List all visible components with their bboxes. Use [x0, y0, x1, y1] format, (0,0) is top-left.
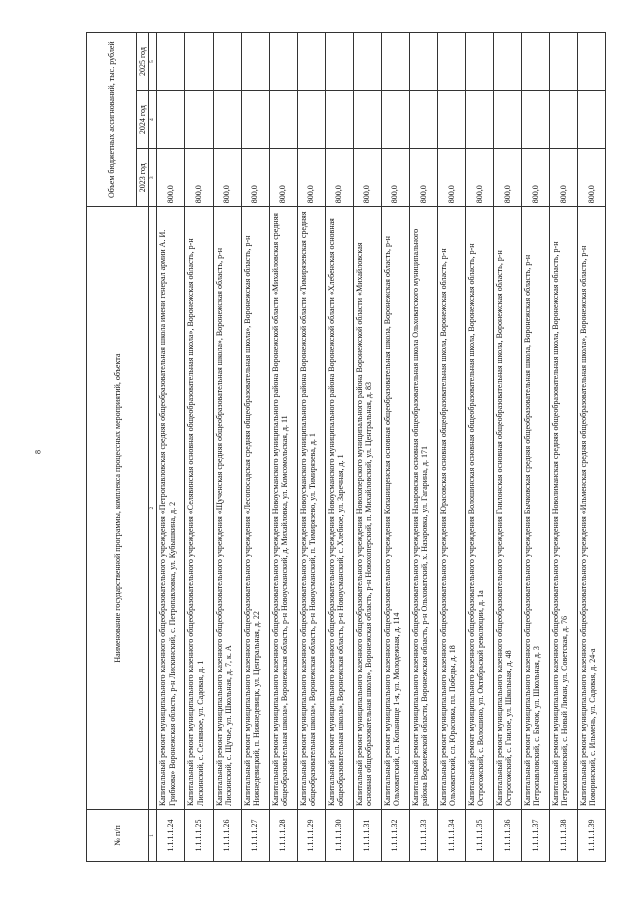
- header-year-2025: 2025 год: [137, 33, 149, 91]
- row-object-name: Капитальный ремонт муниципального казенного общеобразовательного учреждения «Лесопосадская средняя общеобразовательная школа», Воронежская область, р-н Нижнедевицкий, п. Нижнедевицк, ул. Центральная, д. 22: [241, 207, 269, 810]
- row-value-2024: [353, 91, 381, 149]
- table-row: [241, 33, 269, 862]
- col-index: 1: [149, 809, 157, 861]
- row-object-name: Капитальный ремонт муниципального казенного общеобразовательного учреждения Бычковская средняя общеобразовательная школа, Воронежская область, р-н Петропавловский, с. Бычок, ул. Школьная, д. 3: [521, 207, 549, 810]
- rotated-table-wrapper: [86, 32, 606, 862]
- header-number: № п/п: [87, 809, 149, 861]
- row-object-name: Капитальный ремонт муниципального казенного общеобразовательного учреждения «Петропавловская средняя общеобразовательная школа имени генерал армии А. И. Грибкова» Воронежская область, р-н Лискинский, с. Петропавловка, ул. Кубышкина, д. 2: [157, 207, 185, 810]
- row-value-2025: [157, 33, 185, 91]
- row-value-2023: 800,0: [157, 149, 185, 207]
- row-object-name: Капитальный ремонт муниципального казенного общеобразовательного учреждения Новолиманская средняя общеобразовательная школа, Воронежская область, р-н Петропавловский, с. Новый Лиман, ул. Советская, д. 76: [549, 207, 577, 810]
- row-number: 1.1.1.1.32: [381, 809, 409, 861]
- row-value-2024: [465, 91, 493, 149]
- row-value-2023: 800,0: [409, 149, 437, 207]
- row-number: 1.1.1.1.26: [213, 809, 241, 861]
- row-object-name: Капитальный ремонт муниципального казенного общеобразовательного учреждения Гнилонская основная общеобразовательная школа, Воронежская область, р-н Острогожский, с. Гнилое, ул. Школьная, д. 48: [493, 207, 521, 810]
- row-object-name: Капитальный ремонт муниципального казенного общеобразовательного учреждения Копанищенская основная общеобразовательная школа, Воронежская область, р-н Ольховатский, сл. Копанище 1-я, ул. Молодежная, д. 114: [381, 207, 409, 810]
- table-row: [409, 33, 437, 862]
- row-value-2023: 800,0: [577, 149, 605, 207]
- row-object-name: Капитальный ремонт муниципального казенного общеобразовательного учреждения Новоусманского муниципального района Воронежской области «Михайловская средняя общеобразовательная школа», Воронежская область, р-н Новоусманский, д. Михайловка, ул. Комсомольская, д. 11: [269, 207, 297, 810]
- row-value-2025: [213, 33, 241, 91]
- row-number: 1.1.1.1.28: [269, 809, 297, 861]
- row-number: 1.1.1.1.35: [465, 809, 493, 861]
- row-value-2023: 800,0: [437, 149, 465, 207]
- row-value-2023: 800,0: [381, 149, 409, 207]
- row-value-2025: [465, 33, 493, 91]
- table-row: [577, 33, 605, 862]
- col-index: 4: [149, 91, 157, 149]
- row-object-name: Капитальный ремонт муниципального казенного общеобразовательного учреждения Новоусманского муниципального района Воронежской области «Тимирязевская средняя общеобразовательная школа», Воронежская область, р-н Новоусманский, п. Тимирязево, ул. Тимирязева, д. 1: [297, 207, 325, 810]
- row-value-2024: [493, 91, 521, 149]
- table-body: [157, 33, 606, 862]
- row-value-2024: [157, 91, 185, 149]
- col-index: 2: [149, 207, 157, 810]
- row-value-2023: 800,0: [241, 149, 269, 207]
- row-value-2023: 800,0: [465, 149, 493, 207]
- row-value-2024: [213, 91, 241, 149]
- row-number: 1.1.1.1.30: [325, 809, 353, 861]
- row-object-name: Капитальный ремонт муниципального казенного общеобразовательного учреждения «Селявинская основная общеобразовательная школа», Воронежская область, р-н Лискинский, с. Селявное, ул. Садовая, д. 1: [185, 207, 213, 810]
- budget-table: [86, 32, 606, 862]
- table-row: [213, 33, 241, 862]
- header-year-2023: 2023 год: [137, 149, 149, 207]
- row-value-2025: [577, 33, 605, 91]
- row-object-name: Капитальный ремонт муниципального казенного общеобразовательного учреждения «Ильменская средняя общеобразовательная школа», Воронежская область, р-н Поворинский, с. Ильмень, ул. Садовая, д. 24-а: [577, 207, 605, 810]
- row-value-2025: [549, 33, 577, 91]
- row-number: 1.1.1.1.36: [493, 809, 521, 861]
- table-row: [493, 33, 521, 862]
- row-number: 1.1.1.1.25: [185, 809, 213, 861]
- row-object-name: Капитальный ремонт муниципального казенного общеобразовательного учреждения Юрасовская основная общеобразовательная школа, Воронежская область, р-н Ольховатский, сл. Юрасовка, пл. Победы, д. 18: [437, 207, 465, 810]
- col-index: 5: [149, 33, 157, 91]
- row-value-2025: [381, 33, 409, 91]
- row-value-2023: 800,0: [493, 149, 521, 207]
- row-value-2023: 800,0: [521, 149, 549, 207]
- row-value-2024: [185, 91, 213, 149]
- row-object-name: Капитальный ремонт муниципального казенного общеобразовательного учреждения Назаровская основная общеобразовательная школа Ольховатского муниципального района Воронежской области, Воронежская область, р-н Ольховатский, х. Назаровка, ул. Гагарина, д. 171: [409, 207, 437, 810]
- row-value-2024: [437, 91, 465, 149]
- row-value-2025: [521, 33, 549, 91]
- row-object-name: Капитальный ремонт муниципального казенного общеобразовательного учреждения «Щученская средняя общеобразовательная школа», Воронежская область, р-н Лискинский, с. Щучье, ул. Школьная, д. 7, к. А: [213, 207, 241, 810]
- row-value-2024: [325, 91, 353, 149]
- row-value-2025: [185, 33, 213, 91]
- row-value-2025: [409, 33, 437, 91]
- row-value-2023: 800,0: [297, 149, 325, 207]
- row-value-2025: [241, 33, 269, 91]
- row-value-2024: [549, 91, 577, 149]
- row-value-2024: [241, 91, 269, 149]
- row-value-2024: [521, 91, 549, 149]
- row-value-2024: [577, 91, 605, 149]
- row-value-2025: [437, 33, 465, 91]
- row-number: 1.1.1.1.38: [549, 809, 577, 861]
- table-row: [521, 33, 549, 862]
- row-value-2025: [493, 33, 521, 91]
- row-value-2025: [297, 33, 325, 91]
- row-number: 1.1.1.1.29: [297, 809, 325, 861]
- page-number: 8: [33, 450, 43, 454]
- row-value-2024: [297, 91, 325, 149]
- table-row: [297, 33, 325, 862]
- row-value-2023: 800,0: [185, 149, 213, 207]
- row-object-name: Капитальный ремонт муниципального казенного общеобразовательного учреждения Новоусманского муниципального района Воронежской области «Хлебенская основная общеобразовательная школа», Воронежская область, р-н Новоусманский, с. Хлебное, ул. Заречная, д. 1: [325, 207, 353, 810]
- row-value-2023: 800,0: [549, 149, 577, 207]
- table-row: [549, 33, 577, 862]
- table-row: [353, 33, 381, 862]
- row-number: 1.1.1.1.39: [577, 809, 605, 861]
- row-object-name: Капитальный ремонт муниципального казенного общеобразовательного учреждения Волошинская основная общеобразовательная школа, Воронежская область, р-н Острогожский, с. Волошино, ул. Октябрьской революции, д. 1а: [465, 207, 493, 810]
- row-number: 1.1.1.1.31: [353, 809, 381, 861]
- row-number: 1.1.1.1.37: [521, 809, 549, 861]
- table-row: [185, 33, 213, 862]
- row-number: 1.1.1.1.33: [409, 809, 437, 861]
- table-row: [465, 33, 493, 862]
- row-value-2023: 800,0: [353, 149, 381, 207]
- row-value-2023: 800,0: [325, 149, 353, 207]
- row-value-2024: [381, 91, 409, 149]
- header-year-2024: 2024 год: [137, 91, 149, 149]
- row-value-2023: 800,0: [269, 149, 297, 207]
- row-object-name: Капитальный ремонт муниципального казенного общеобразовательного учреждения Новохоперского муниципального района Воронежской области «Михайловская основная общеобразовательная школа», Воронежская область, р-н Новохоперский, п. Михайловский, ул. Центральная, д. 83: [353, 207, 381, 810]
- table-row: [157, 33, 185, 862]
- row-number: 1.1.1.1.24: [157, 809, 185, 861]
- col-index: 3: [149, 149, 157, 207]
- row-value-2025: [325, 33, 353, 91]
- table-row: [269, 33, 297, 862]
- header-name: Наименование государственной программы, комплекса процессных мероприятий, объекта: [87, 207, 149, 810]
- table-row: [381, 33, 409, 862]
- row-value-2024: [409, 91, 437, 149]
- row-value-2025: [269, 33, 297, 91]
- row-value-2023: 800,0: [213, 149, 241, 207]
- row-value-2025: [353, 33, 381, 91]
- row-number: 1.1.1.1.34: [437, 809, 465, 861]
- row-number: 1.1.1.1.27: [241, 809, 269, 861]
- row-value-2024: [269, 91, 297, 149]
- header-budget: Объем бюджетных ассигнований, тыс. рублей: [87, 33, 137, 207]
- table-row: [437, 33, 465, 862]
- table-row: [325, 33, 353, 862]
